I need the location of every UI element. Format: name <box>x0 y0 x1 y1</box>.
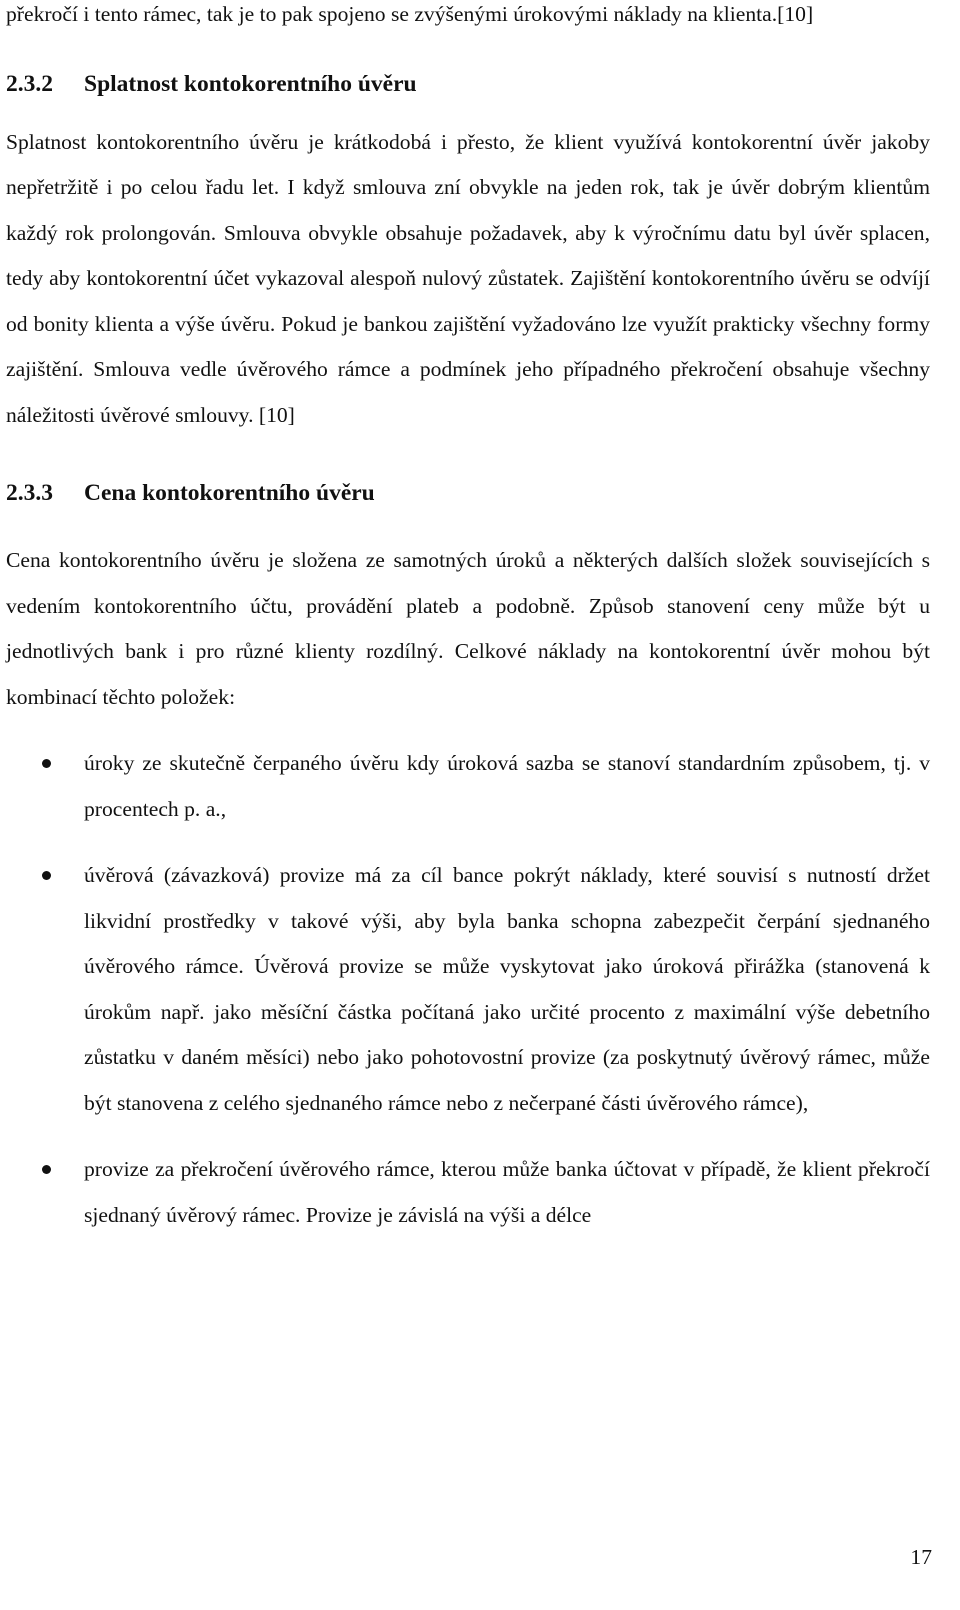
cena-paragraph: Cena kontokorentního úvěru je složena ze samotných úroků a některých dalších složek souvisejících s vedením kontokorentního účtu, provádění plateb a podobně. Způsob stanovení ceny může být u jednotlivých bank i pro různé klienty rozdílný. Celkové náklady na kontokorentní úvěr mohou být kombinací těchto položek: <box>6 548 930 709</box>
carryover-paragraph: překročí i tento rámec, tak je to pak spojeno se zvýšenými úrokovými náklady na klienta.[10] <box>6 2 814 26</box>
list-item-text: úvěrová (závazková) provize má za cíl bance pokrýt náklady, které souvisí s nutností držet likvidní prostředky v takové výši, aby byla banka schopna zabezpečit čerpání sjednaného úvěrového rámce. Úvěrová provize se může vyskytovat jako úroková přirážka (stanovená k úrokům např. jako měsíční částka počítaná jako určité procento z maximální výše debetního zůstatku v daném měsíci) nebo jako pohotovostní provize (za poskytnutý úvěrový rámec, může být stanovena z celého sjednaného rámce nebo z nečerpané části úvěrového rámce), <box>84 863 930 1115</box>
page-number: 17 <box>910 1545 932 1569</box>
section-title: Splatnost kontokorentního úvěru <box>84 70 417 97</box>
list-item <box>6 741 930 832</box>
cost-items-list <box>6 741 930 1238</box>
section-heading-2-3-3 <box>6 478 930 508</box>
section-heading-2-3-2 <box>6 69 930 99</box>
list-item-text: úroky ze skutečně čerpaného úvěru kdy úroková sazba se stanoví standardním způsobem, tj. v procentech p. a., <box>84 751 930 821</box>
bullet-icon <box>42 759 51 768</box>
page-content <box>6 0 930 1238</box>
list-item <box>6 1147 930 1238</box>
section-title: Cena kontokorentního úvěru <box>84 480 375 506</box>
bullet-icon <box>42 871 51 880</box>
section-number: 2.3.3 <box>6 480 53 506</box>
bullet-icon <box>42 1165 51 1174</box>
list-item <box>6 853 930 1126</box>
splatnost-paragraph: Splatnost kontokorentního úvěru je krátkodobá i přesto, že klient využívá kontokorentní úvěr jakoby nepřetržitě i po celou řadu let. I když smlouva zní obvykle na jeden rok, tak je úvěr dobrým klientům každý rok prolongován. Smlouva obvykle obsahuje požadavek, aby k výročnímu datu byl úvěr splacen, tedy aby kontokorentní účet vykazoval alespoň nulový zůstatek. Zajištění kontokorentního úvěru se odvíjí od bonity klienta a výše úvěru. Pokud je bankou zajištění vyžadováno lze využít prakticky všechny formy zajištění. Smlouva vedle úvěrového rámce a podmínek jeho případného překročení obsahuje všechny náležitosti úvěrové smlouvy. [10] <box>6 129 930 427</box>
list-item-text: provize za překročení úvěrového rámce, kterou může banka účtovat v případě, že klient překročí sjednaný úvěrový rámec. Provize je závislá na výši a délce <box>84 1157 930 1227</box>
section-number: 2.3.2 <box>6 70 53 97</box>
